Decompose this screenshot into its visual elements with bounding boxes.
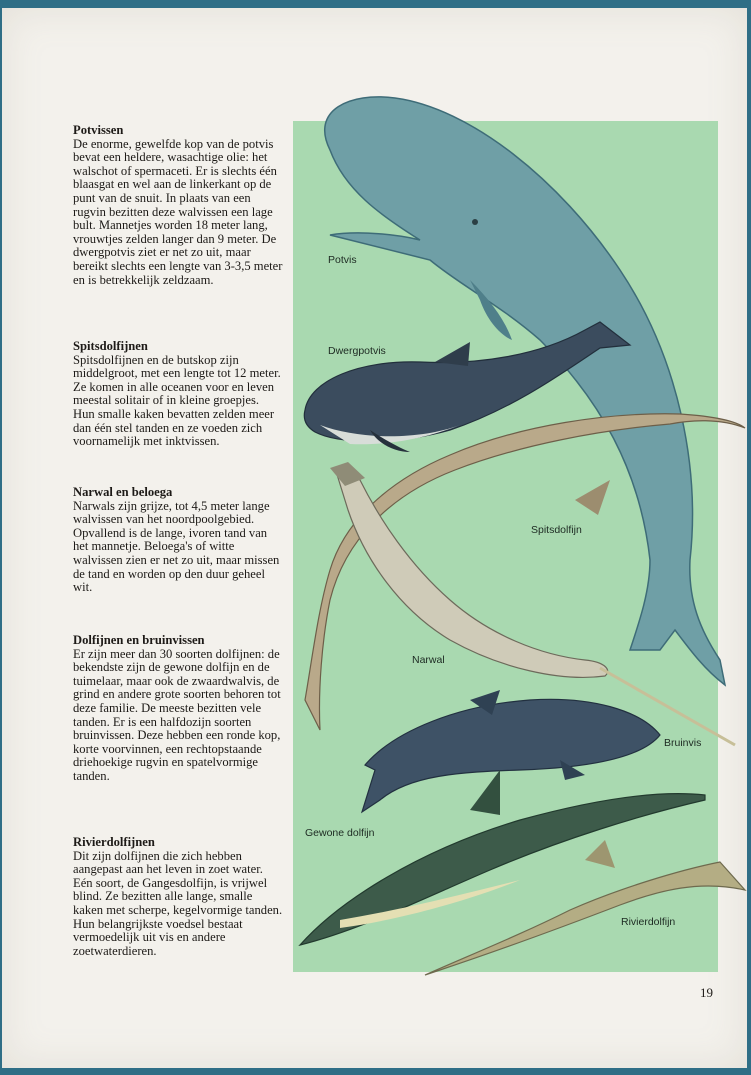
section-title: Potvissen	[73, 123, 124, 137]
label-gewone-dolfijn: Gewone dolfijn	[305, 827, 375, 839]
section-body: Narwals zijn grijze, tot 4,5 meter lange walvissen van het noordpoolgebied. Opvallend is de lange, ivoren tand van het mannetje. Beloega's of witte walvissen zien er net zo uit, maar missen de tand en worden op den duur geheel wit.	[73, 498, 280, 595]
label-narwal: Narwal	[412, 654, 445, 666]
section-body: De enorme, gewelfde kop van de potvis bevat een heldere, wasachtige olie: het walschot of spermaceti. Er is slechts één blaasgat en wel aan de linkerkant op de punt van de snuit. In plaats van een rugvin bezitten deze walvissen een lage bult. Mannetjes worden 18 meter lang, vrouwtjes zelden langer dan 9 meter. De dwergpotvis ziet er net zo uit, maar bereikt slechts een lengte van 3-3,5 meter en is betrekkelijk zeldzaam.	[73, 136, 283, 287]
bruinvis-illustration	[362, 690, 660, 812]
label-potvis: Potvis	[328, 254, 357, 266]
label-rivierdolfijn: Rivierdolfijn	[621, 916, 676, 928]
section-body: Er zijn meer dan 30 soorten dolfijnen: de bekendste zijn de gewone dolfijn en de tuimelaar, maar ook de zwaardwalvis, de grind en andere grote soorten behoren tot deze familie. De meeste bezitten vele tanden. Er is een halfdozijn soorten bruinvissen. Deze hebben een ronde kop, korte voorvinnen, een rechtopstaande driehoekige rugvin en spatelvormige tanden.	[73, 646, 281, 783]
section-title: Dolfijnen en bruinvissen	[73, 633, 205, 647]
section-title: Spitsdolfijnen	[73, 339, 148, 353]
label-spitsdolfijn: Spitsdolfijn	[531, 524, 582, 536]
label-bruinvis: Bruinvis	[664, 737, 702, 749]
page-number: 19	[700, 985, 713, 1000]
section-title: Rivierdolfijnen	[73, 835, 155, 849]
section-body: Dit zijn dolfijnen die zich hebben aangepast aan het leven in zoet water. Eén soort, de Gangesdolfijn, is vrijwel blind. Ze bezitten alle lange, smalle kaken met scherpe, kegelvormige tanden. Hun belangrijkste voedsel bestaat vermoedelijk uit vis en andere zoetwaterdieren.	[73, 848, 283, 958]
section-title: Narwal en beloega	[73, 485, 173, 499]
section-body: Spitsdolfijnen en de butskop zijn middelgroot, met een lengte tot 12 meter. Ze komen in alle oceanen voor en leven meestal solitair of in kleine groepjes. Hun smalle kaken bevatten zelden meer dan één stel tanden en ze voeden zich voornamelijk met inktvissen.	[73, 352, 281, 449]
label-dwergpotvis: Dwergpotvis	[328, 345, 386, 357]
